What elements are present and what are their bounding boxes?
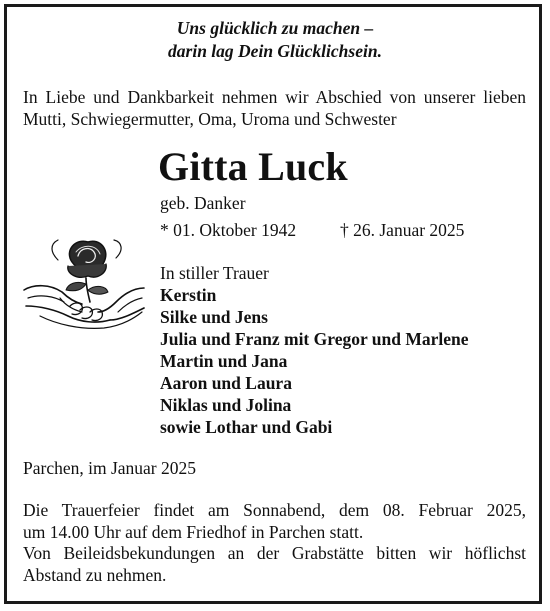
memorial-verse bbox=[0, 17, 550, 63]
rose-in-hands-icon bbox=[20, 232, 148, 342]
place-and-date: Parchen, im Januar 2025 bbox=[23, 458, 197, 478]
verse-line-2: darin lag Dein Glücklichsein. bbox=[168, 41, 382, 61]
mourner-name: sowie Lothar und Gabi bbox=[160, 417, 333, 437]
mourners-list bbox=[160, 262, 469, 438]
birth-date: * 01. Oktober 1942 bbox=[160, 220, 297, 240]
verse-line-1: Uns glücklich zu machen – bbox=[176, 18, 374, 38]
birth-name: geb. Danker bbox=[160, 193, 246, 213]
service-line-2: um 14.00 Uhr auf dem Friedhof in Parchen statt. bbox=[23, 521, 364, 542]
mourner-name: Niklas und Jolina bbox=[160, 395, 292, 415]
mourner-name: Martin und Jana bbox=[160, 351, 288, 371]
service-line-4: Abstand zu nehmen. bbox=[23, 564, 167, 585]
service-line-1: Die Trauerfeier findet am Sonnabend, dem 08. Februar 2025, bbox=[23, 500, 526, 520]
life-dates bbox=[160, 219, 530, 241]
mourning-lead: In stiller Trauer bbox=[160, 263, 269, 283]
mourner-name: Silke und Jens bbox=[160, 307, 268, 327]
deceased-name: Gitta Luck bbox=[158, 144, 348, 189]
farewell-intro: In Liebe und Dankbarkeit nehmen wir Abschied von unserer lieben Mutti, Schwiegermutter, Oma, Uroma und Schwester bbox=[23, 87, 526, 129]
mourner-name: Kerstin bbox=[160, 285, 217, 305]
service-line-3: Von Beileidsbekundungen an der Grabstätte bitten wir höflichst bbox=[23, 543, 526, 563]
death-date: † 26. Januar 2025 bbox=[340, 220, 465, 240]
mourner-name: Aaron und Laura bbox=[160, 373, 292, 393]
funeral-service-info bbox=[23, 500, 526, 586]
mourner-name: Julia und Franz mit Gregor und Marlene bbox=[160, 329, 469, 349]
